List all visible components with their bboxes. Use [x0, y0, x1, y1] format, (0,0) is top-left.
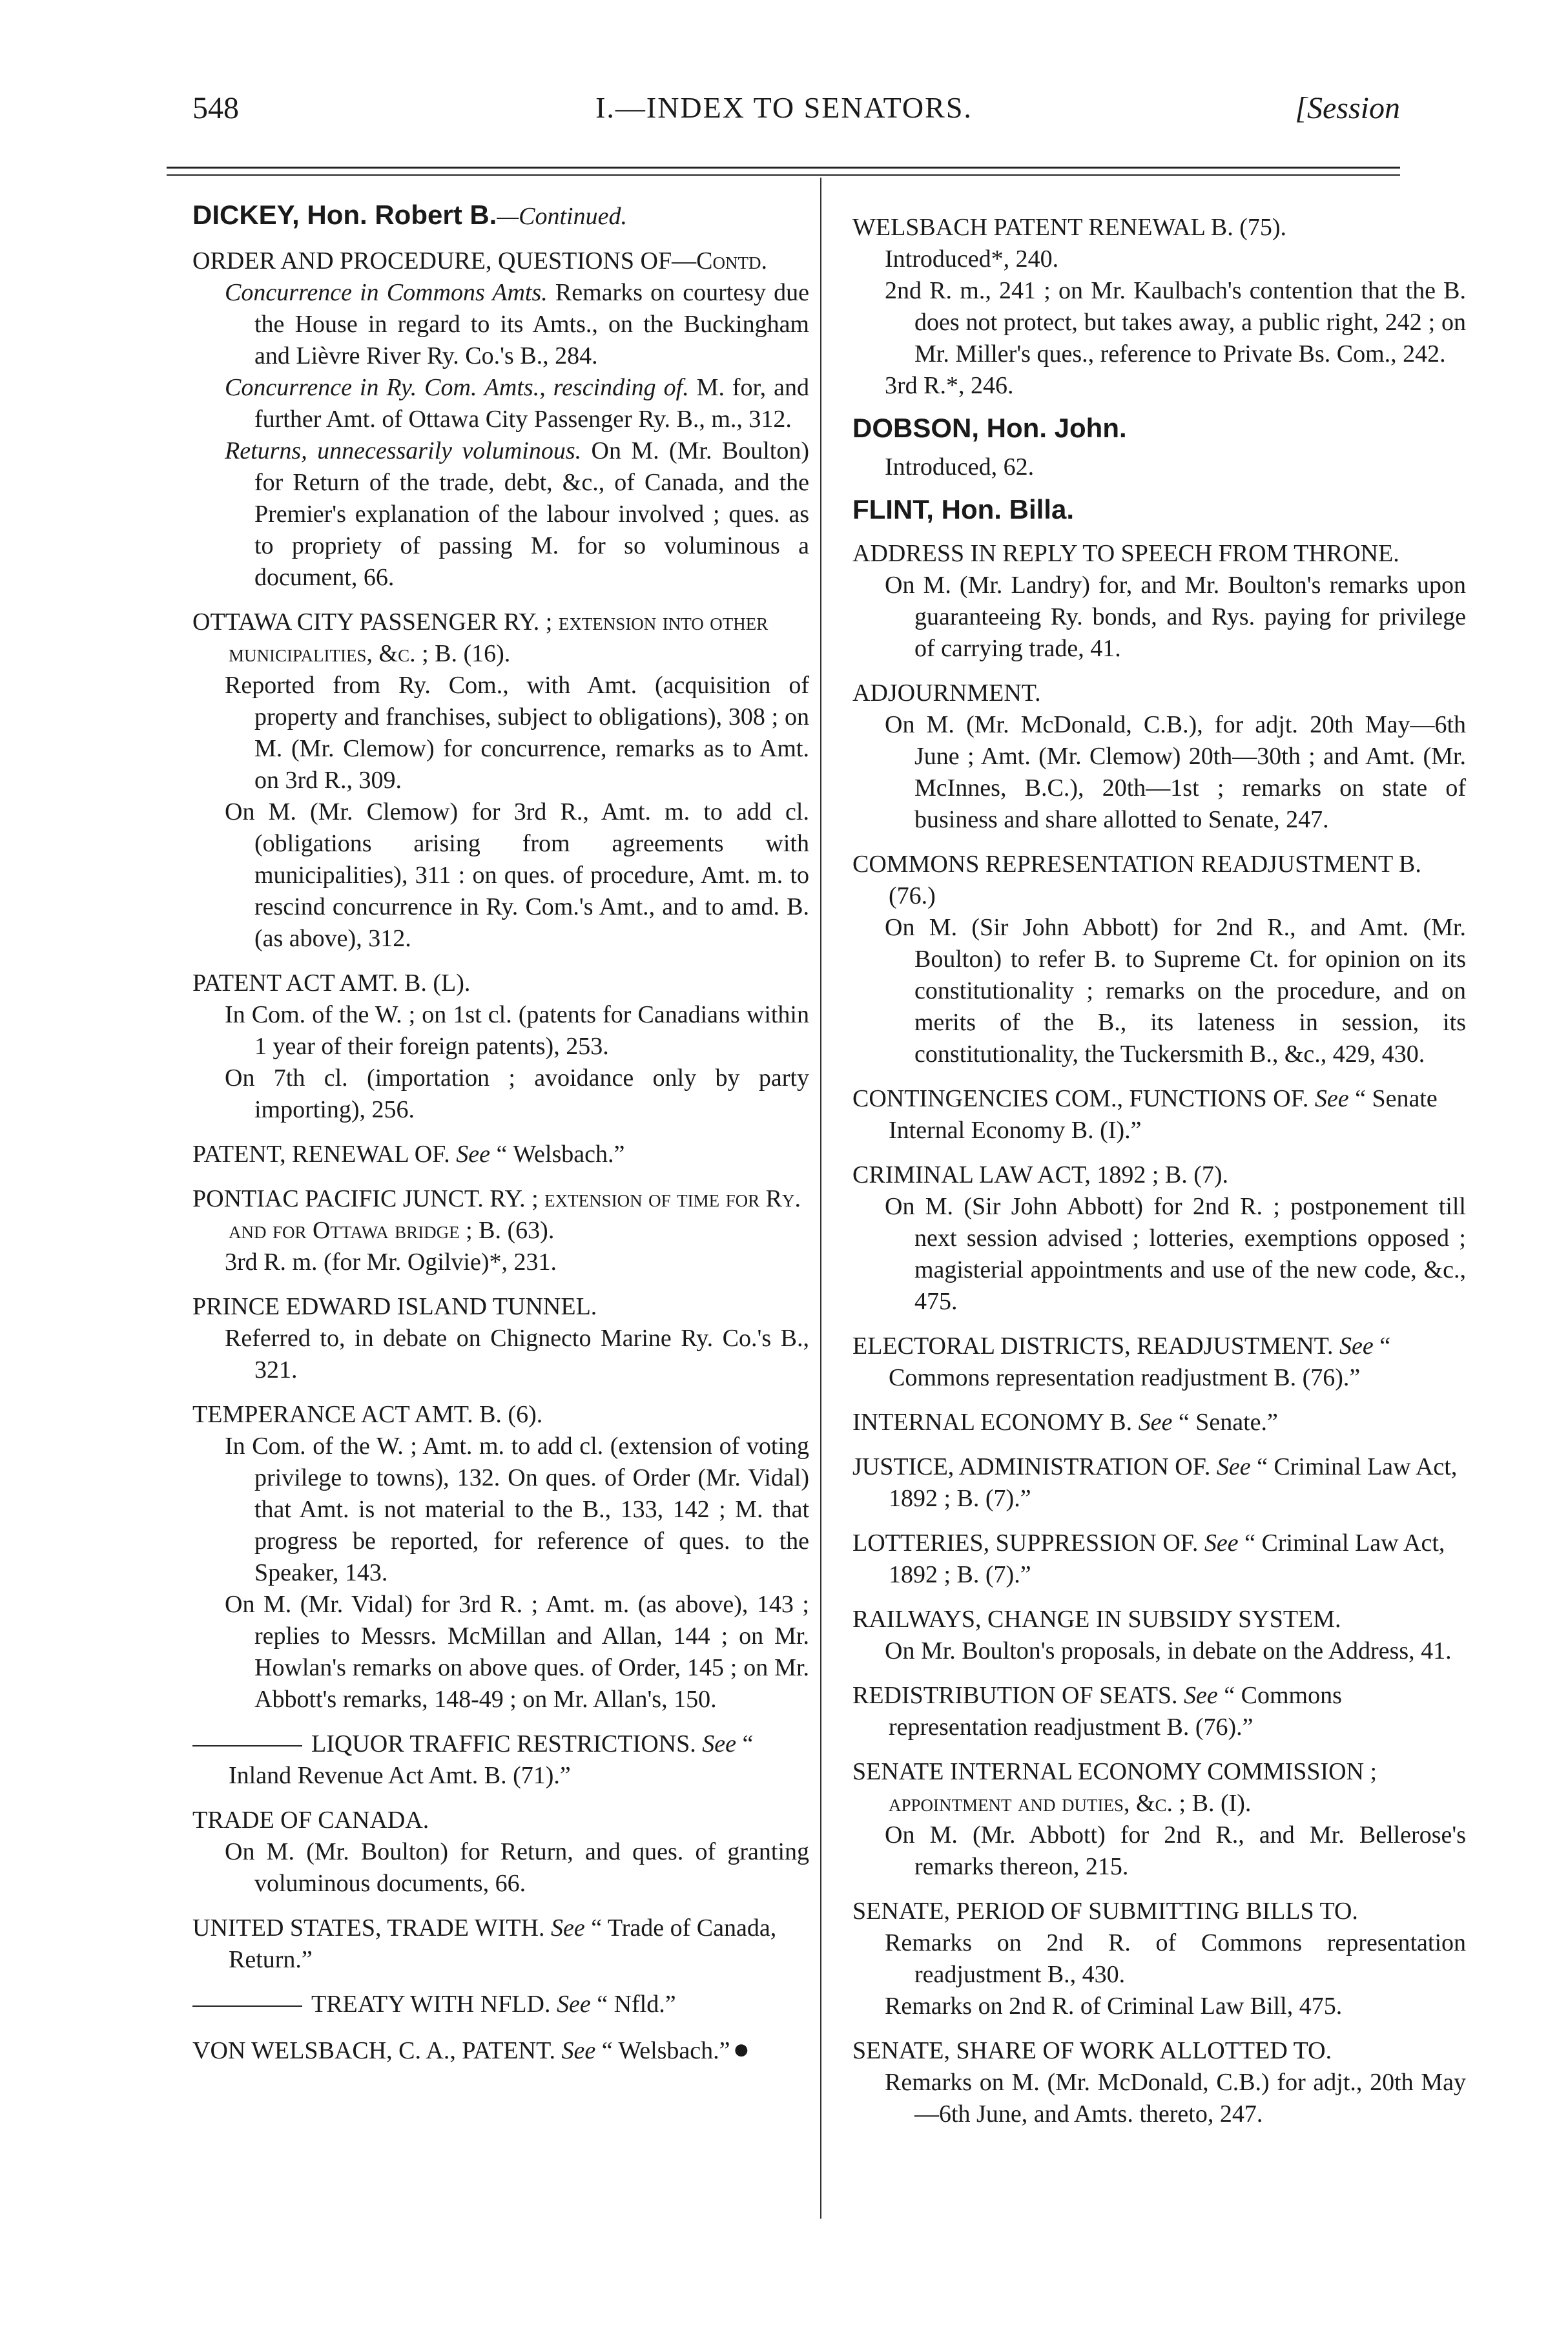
right-column: [852, 189, 1466, 2130]
index-entry: Returns, unnecessarily voluminous. On M. (Mr. Boulton) for Return of the trade, debt, &c., of Canada, and the Premier's explanation of the labour involved ; ques. as to propriety of passing M. for so voluminous a document, 66.: [225, 437, 809, 591]
page-header: [0, 90, 1568, 136]
section-heading: PRINCE EDWARD ISLAND TUNNEL.: [192, 1293, 597, 1320]
ditto-dash: [192, 1745, 302, 1746]
section-heading: CONTINGENCIES COM., FUNCTIONS OF. See “ Senate Internal Economy B. (I).”: [852, 1085, 1438, 1144]
section-heading: SENATE, PERIOD OF SUBMITTING BILLS TO.: [852, 1898, 1358, 1925]
section-heading: PONTIAC PACIFIC JUNCT. RY. ; extension of time for Ry. and for Ottawa bridge ; B. (63).: [192, 1185, 801, 1244]
section-heading: COMMONS REPRESENTATION READJUSTMENT B. (76.): [852, 851, 1421, 909]
column-divider: [820, 178, 821, 2219]
section-heading: RAILWAYS, CHANGE IN SUBSIDY SYSTEM.: [852, 1606, 1341, 1633]
index-entry: Reported from Ry. Com., with Amt. (acquisition of property and franchises, subject to obligations), 308 ; on M. (Mr. Clemow) for concurrence, remarks as to Amt. on 3rd R., 309.: [225, 672, 809, 794]
section-heading: INTERNAL ECONOMY B. See “ Senate.”: [852, 1409, 1278, 1436]
index-entry: On M. (Mr. Vidal) for 3rd R. ; Amt. m. (as above), 143 ; replies to Messrs. McMillan and Allan, 144 ; on Mr. Howlan's remarks on above ques. of Order, 145 ; on Mr. Abbott's remarks, 148-49 ; on Mr. Allan's, 150.: [225, 1591, 809, 1713]
index-entry: 3rd R.*, 246.: [885, 372, 1014, 399]
index-entry: On M. (Mr. Boulton) for Return, and ques. of granting voluminous documents, 66.: [225, 1838, 809, 1897]
index-entry: Referred to, in debate on Chignecto Marine Ry. Co.'s B., 321.: [225, 1325, 809, 1383]
index-entry: On M. (Sir John Abbott) for 2nd R., and Amt. (Mr. Boulton) to refer B. to Supreme Ct. for opinion on its constitutionality ; remarks on the procedure, and on merits of the B., its lateness in session, its constitutionality, the Tuckersmith B., &c., 429, 430.: [885, 914, 1466, 1068]
section-heading: ADDRESS IN REPLY TO SPEECH FROM THRONE.: [852, 540, 1399, 567]
index-entry: Remarks on 2nd R. of Commons representation readjustment B., 430.: [885, 1929, 1466, 1988]
section-heading: REDISTRIBUTION OF SEATS. See “ Commons representation readjustment B. (76).”: [852, 1682, 1342, 1741]
senator-heading: DICKEY, Hon. Robert B.—Continued.: [192, 200, 627, 230]
index-entry: On Mr. Boulton's proposals, in debate on the Address, 41.: [885, 1637, 1452, 1664]
section-heading: OTTAWA CITY PASSENGER RY. ; extension into other municipalities, &c. ; B. (16).: [192, 608, 769, 667]
section-heading: PATENT, RENEWAL OF. See “ Welsbach.”: [192, 1141, 625, 1168]
section-heading: ORDER AND PROCEDURE, QUESTIONS OF—Contd.: [192, 247, 767, 275]
left-column: [192, 189, 809, 2067]
index-entry: On 7th cl. (importation ; avoidance only by party importing), 256.: [225, 1064, 809, 1123]
section-heading: TEMPERANCE ACT AMT. B. (6).: [192, 1401, 543, 1428]
section-heading: PATENT ACT AMT. B. (L).: [192, 969, 471, 997]
ditto-dash: [192, 2005, 302, 2007]
index-entry: 2nd R. m., 241 ; on Mr. Kaulbach's contention that the B. does not protect, but takes away, a public right, 242 ; on Mr. Miller's ques., reference to Private Bs. Com., 242.: [885, 277, 1466, 368]
index-entry: On M. (Mr. McDonald, C.B.), for adjt. 20th May—6th June ; Amt. (Mr. Clemow) 20th—30th ; and Amt. (Mr. McInnes, B.C.), 20th—1st ; remarks on state of business and share allotted to Senate, 247.: [885, 711, 1466, 833]
header-rule-top: [167, 167, 1400, 169]
index-entry: In Com. of the W. ; on 1st cl. (patents for Canadians within 1 year of their foreign patents), 253.: [225, 1001, 809, 1060]
index-entry: Concurrence in Commons Amts. Remarks on courtesy due the House in regard to its Amts., on the Buckingham and Lièvre River Ry. Co.'s B., 284.: [225, 279, 810, 369]
page-title: I.—INDEX TO SENATORS.: [595, 91, 973, 124]
section-heading: UNITED STATES, TRADE WITH. See “ Trade of Canada, Return.”: [192, 1914, 777, 1973]
senator-heading: DOBSON, Hon. John.: [852, 413, 1127, 443]
index-entry: Remarks on M. (Mr. McDonald, C.B.) for adjt., 20th May—6th June, and Amts. thereto, 247.: [885, 2069, 1466, 2128]
section-heading: WELSBACH PATENT RENEWAL B. (75).: [852, 214, 1287, 241]
index-entry: On M. (Mr. Clemow) for 3rd R., Amt. m. to add cl. (obligations arising from agreements with municipalities), 311 : on ques. of procedure, Amt. m. to rescind concurrence in Ry. Com.'s Amt., and to amd. B. (as above), 312.: [225, 798, 809, 952]
page-number: 548: [192, 91, 239, 125]
section-heading: VON WELSBACH, C. A., PATENT. See “ Welsbach.”●: [192, 2033, 750, 2065]
index-entry: 3rd R. m. (for Mr. Ogilvie)*, 231.: [225, 1249, 557, 1276]
index-entry: Introduced, 62.: [885, 453, 1035, 481]
index-entry: In Com. of the W. ; Amt. m. to add cl. (extension of voting privilege to towns), 132. On ques. of Order (Mr. Vidal) that Amt. is not material to the B., 133, 142 ; M. that progress be reported, for reference of ques. to the Speaker, 143.: [225, 1433, 809, 1586]
section-heading: SENATE, SHARE OF WORK ALLOTTED TO.: [852, 2037, 1332, 2064]
header-rule-bottom: [167, 174, 1400, 176]
section-heading: CRIMINAL LAW ACT, 1892 ; B. (7).: [852, 1161, 1229, 1188]
senator-heading: FLINT, Hon. Billa.: [852, 494, 1074, 524]
section-heading: JUSTICE, ADMINISTRATION OF. See “ Criminal Law Act, 1892 ; B. (7).”: [852, 1453, 1458, 1512]
index-entry: On M. (Mr. Abbott) for 2nd R., and Mr. Bellerose's remarks thereon, 215.: [885, 1821, 1466, 1880]
section-heading: LIQUOR TRAFFIC RESTRICTIONS. See “ Inland Revenue Act Amt. B. (71).”: [192, 1728, 809, 1792]
section-heading: TREATY WITH NFLD. See “ Nfld.”: [192, 1989, 809, 2020]
index-entry: On M. (Sir John Abbott) for 2nd R. ; postponement till next session advised ; lotteries, exemptions opposed ; magisterial appointments and use of the new code, &c., 475.: [885, 1193, 1466, 1315]
section-heading: ELECTORAL DISTRICTS, READJUSTMENT. See “ Commons representation readjustment B. (76).”: [852, 1332, 1391, 1391]
session-label: [Session: [1295, 91, 1400, 125]
section-heading: TRADE OF CANADA.: [192, 1807, 429, 1834]
section-heading: LOTTERIES, SUPPRESSION OF. See “ Criminal Law Act, 1892 ; B. (7).”: [852, 1529, 1445, 1588]
index-entry: Concurrence in Ry. Com. Amts., rescinding of. M. for, and further Amt. of Ottawa City Passenger Ry. B., m., 312.: [225, 374, 809, 433]
index-entry: On M. (Mr. Landry) for, and Mr. Boulton's remarks upon guaranteeing Ry. bonds, and Rys. paying for privilege of carrying trade, 41.: [885, 572, 1466, 662]
section-heading: SENATE INTERNAL ECONOMY COMMISSION ; appointment and duties, &c. ; B. (I).: [852, 1758, 1377, 1817]
section-heading: ADJOURNMENT.: [852, 679, 1041, 707]
index-entry: Introduced*, 240.: [885, 245, 1059, 273]
index-entry: Remarks on 2nd R. of Criminal Law Bill, 475.: [885, 1993, 1343, 2020]
